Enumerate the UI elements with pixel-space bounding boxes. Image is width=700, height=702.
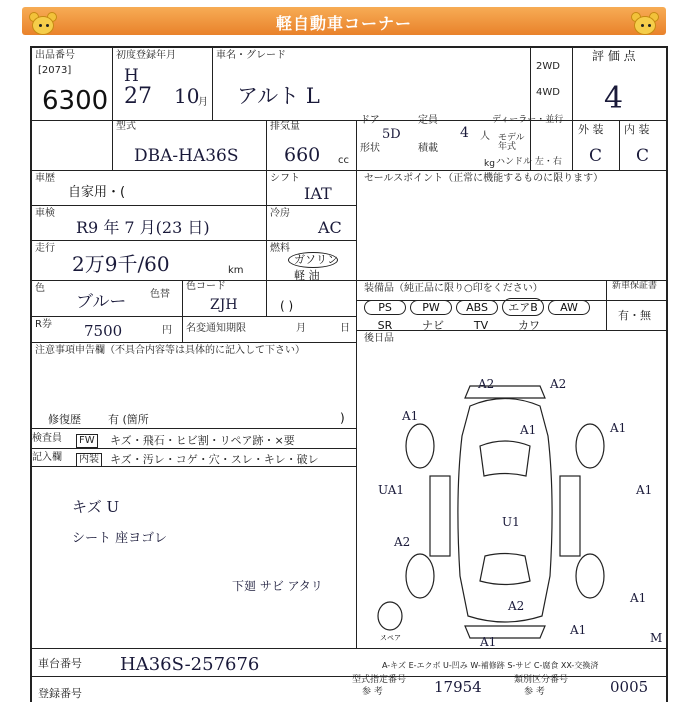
fuel-label: 燃料 bbox=[270, 243, 290, 254]
left-door bbox=[430, 476, 450, 556]
spare-tire bbox=[378, 602, 402, 630]
shift-label: シフト bbox=[270, 173, 300, 184]
ac-label: 冷房 bbox=[270, 208, 290, 219]
mark-a1-2: A1 bbox=[520, 423, 537, 437]
mark-a2-right: A2 bbox=[550, 377, 567, 391]
model-name: アルト L bbox=[237, 84, 320, 108]
km-unit: km bbox=[228, 265, 244, 276]
model-number: 17954 bbox=[434, 678, 482, 696]
reg-month: 10 bbox=[174, 84, 200, 108]
mark-ua1: UA1 bbox=[378, 483, 405, 497]
model-type: DBA-HA36S bbox=[134, 146, 239, 166]
capacity-label: 定員 bbox=[418, 115, 438, 126]
mark-u1: U1 bbox=[502, 515, 520, 529]
repair-value: 有 (箇所 bbox=[108, 413, 149, 426]
equipment-item: PW bbox=[410, 300, 452, 315]
interior-row-label: 内装 bbox=[76, 453, 102, 467]
cc-unit: cc bbox=[338, 155, 349, 166]
color-label: 色 bbox=[35, 283, 45, 294]
windshield bbox=[480, 441, 530, 476]
paren-close: ) bbox=[340, 411, 345, 425]
load-unit: kg bbox=[484, 159, 495, 169]
doors-label: ドア bbox=[360, 115, 380, 126]
month-label: 月 bbox=[296, 323, 306, 334]
equipment-label: 装備品（純正品に限り○印をください） bbox=[364, 283, 543, 294]
rear-items-label: 後日品 bbox=[364, 333, 394, 344]
usage: 自家用・( bbox=[68, 185, 126, 200]
fw-label: FW bbox=[76, 434, 98, 448]
entry-label: 記入欄 bbox=[32, 452, 62, 463]
capacity-unit: 人 bbox=[480, 131, 490, 142]
warranty-label: 新車保証書 bbox=[612, 281, 658, 291]
day-label: 日 bbox=[340, 323, 350, 334]
fw-row: キズ・飛石・ヒビ割・リペア跡・×要 bbox=[110, 434, 295, 447]
mark-a2-bottom: A2 bbox=[508, 599, 525, 613]
lot-label: 出品番号 bbox=[35, 50, 75, 61]
mark-a1-4: A1 bbox=[636, 483, 653, 497]
chassis-label: 車台番号 bbox=[38, 657, 82, 670]
header-banner bbox=[22, 7, 666, 35]
2wd-label: 2WD bbox=[536, 61, 560, 72]
equipment-item: ナビ bbox=[422, 319, 444, 332]
rating-label: 評 価 点 bbox=[592, 49, 636, 63]
registration-label: 登録番号 bbox=[38, 687, 82, 700]
color-code: ZJH bbox=[210, 297, 238, 313]
equipment-item: PS bbox=[364, 300, 406, 315]
usage-label: 車歴 bbox=[35, 173, 55, 184]
month-unit: 月 bbox=[198, 97, 208, 108]
warranty-value: 有・無 bbox=[618, 309, 651, 322]
displacement-label: 排気量 bbox=[270, 121, 300, 132]
model-year-label: モデル 年式 bbox=[498, 133, 525, 152]
model-number-label: 型式指定番号 bbox=[352, 675, 407, 685]
mark-m: M bbox=[650, 631, 663, 645]
lot-code: [2073] bbox=[38, 65, 72, 76]
bear-mascot-icon bbox=[628, 11, 662, 41]
exterior-label: 外 装 bbox=[578, 123, 604, 136]
mark-a1-6: A1 bbox=[480, 635, 497, 649]
rating-score: 4 bbox=[604, 81, 624, 116]
note-line-3: 下廻 サビ アタリ bbox=[232, 579, 323, 593]
doors: 5D bbox=[382, 127, 401, 142]
shape-label: 形状 bbox=[360, 143, 380, 154]
mark-a2-side: A2 bbox=[394, 535, 411, 549]
color-code-label: 色コード bbox=[186, 281, 226, 292]
front-right-wheel bbox=[576, 424, 604, 468]
chassis-number: HA36S-257676 bbox=[120, 654, 260, 675]
equipment-item: TV bbox=[473, 319, 489, 332]
first-registration-label: 初度登録年月 bbox=[116, 50, 176, 61]
equipment-item: カワ bbox=[518, 319, 540, 332]
mileage: 2万9千/60 bbox=[72, 252, 170, 276]
sales-point-label: セールスポイント（正常に機能するものに限ります） bbox=[364, 173, 604, 184]
yen-unit: 円 bbox=[162, 325, 172, 336]
mileage-label: 走行 bbox=[35, 243, 55, 254]
name-change-label: 名変通知期限 bbox=[186, 323, 246, 334]
note-line-1: キズ U bbox=[72, 498, 120, 516]
front-bumper bbox=[465, 386, 545, 398]
era: H bbox=[124, 66, 139, 86]
category-number: 0005 bbox=[610, 678, 649, 696]
rear-left-wheel bbox=[406, 554, 434, 598]
shift: IAT bbox=[304, 184, 332, 203]
mark-a1-7: A1 bbox=[570, 623, 587, 637]
category-ref: 参 考 bbox=[524, 687, 545, 697]
handle-label: ハンドル 左・右 bbox=[496, 157, 562, 167]
color-paren: ( ) bbox=[280, 299, 294, 313]
damage-legend: A-キズ E-エクボ U-凹み W-補修跡 S-サビ C-腐食 XX-交換済 bbox=[382, 661, 599, 670]
exterior-grade: C bbox=[589, 146, 603, 166]
spare-label: スペア bbox=[380, 634, 401, 642]
page-title: 軽自動車コーナー bbox=[275, 14, 412, 33]
displacement: 660 bbox=[284, 144, 321, 166]
mark-a1-1: A1 bbox=[402, 409, 419, 423]
mark-a2-left: A2 bbox=[478, 377, 495, 391]
front-left-wheel bbox=[406, 424, 434, 468]
equipment-item: ABS bbox=[456, 300, 498, 315]
rear-right-wheel bbox=[576, 554, 604, 598]
equipment-row-1 bbox=[364, 296, 594, 316]
rear-window bbox=[480, 554, 530, 585]
notes-label: 注意事項申告欄（不具合内容等は具体的に記入して下さい） bbox=[35, 345, 305, 356]
mark-a1-5: A1 bbox=[630, 591, 647, 605]
recycle-value: 7500 bbox=[84, 322, 123, 340]
inspection-label: 車検 bbox=[35, 208, 55, 219]
reg-year: 27 bbox=[124, 84, 152, 109]
recycle-label: R券 bbox=[35, 319, 52, 330]
note-line-2: シート 座ヨゴレ bbox=[72, 531, 168, 546]
color: ブルー bbox=[76, 292, 127, 312]
rear-bumper bbox=[465, 626, 545, 638]
car-body bbox=[458, 399, 552, 623]
fuel-light-oil: 軽 油 bbox=[294, 269, 320, 282]
repair-label: 修復歴 bbox=[48, 413, 81, 426]
4wd-label: 4WD bbox=[536, 87, 560, 98]
capacity: 4 bbox=[460, 125, 469, 141]
ac: AC bbox=[318, 218, 342, 237]
model-name-label: 車名・グレード bbox=[216, 50, 286, 61]
equipment-row-2 bbox=[364, 314, 556, 333]
color-change-label: 色替 bbox=[150, 289, 170, 300]
category-label: 類別区分番号 bbox=[514, 675, 569, 685]
equipment-item: SR bbox=[377, 319, 393, 332]
load-label: 積載 bbox=[418, 143, 438, 154]
car-damage-diagram bbox=[350, 376, 663, 656]
interior-row: キズ・汚レ・コゲ・穴・スレ・キレ・破レ bbox=[110, 453, 319, 466]
fuel-gasoline: ガソリン bbox=[294, 253, 338, 266]
equipment-item: AW bbox=[548, 300, 590, 315]
interior-label: 内 装 bbox=[624, 123, 650, 136]
lot-number: 6300 bbox=[42, 86, 109, 116]
equipment-item: エアB bbox=[502, 298, 544, 316]
model-type-label: 型式 bbox=[116, 121, 136, 132]
inspector-label: 検査員 bbox=[32, 433, 62, 444]
model-number-ref: 参 考 bbox=[362, 687, 383, 697]
right-door bbox=[560, 476, 580, 556]
mark-a1-3: A1 bbox=[610, 421, 627, 435]
inspection: R9 年 7 月(23 日) bbox=[76, 218, 210, 237]
interior-grade: C bbox=[636, 146, 650, 166]
dealer-label: ディーラー・並行 bbox=[492, 115, 564, 125]
